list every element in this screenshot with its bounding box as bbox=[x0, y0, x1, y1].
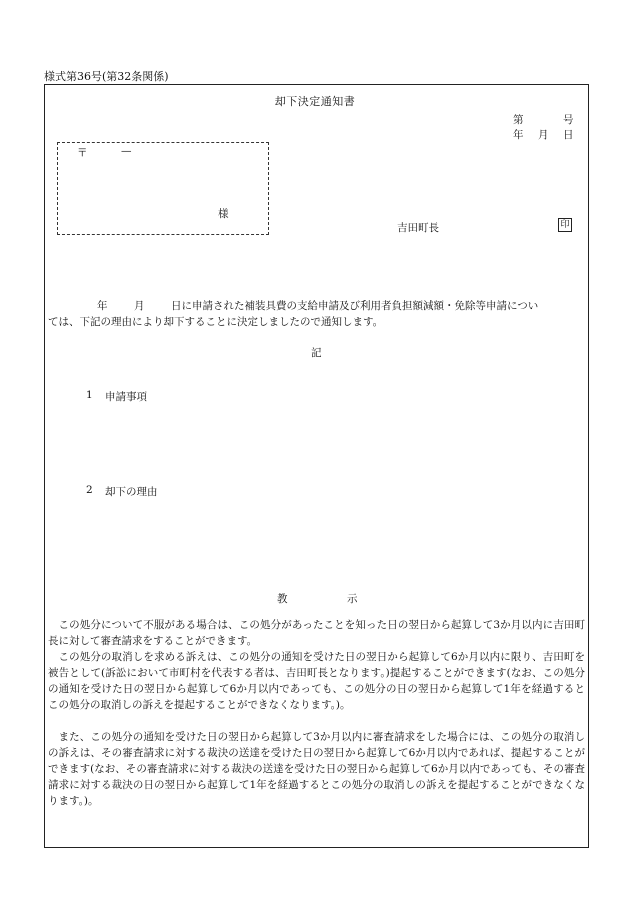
doc-no-go: 号 bbox=[563, 114, 574, 126]
ki-heading: 記 bbox=[311, 347, 322, 359]
document-title: 却下決定通知書 bbox=[274, 95, 356, 108]
kyoji-paragraph-3: また、この処分の通知を受けた日の翌日から起算して3か月以内に審査請求をした場合には、この処分の取消しの訴えは、その審査請求に対する裁決の送達を受けた日の翌日から起算して6か月以内であれば、提起することができます(なお、その審査請求に対する裁決の送達を受けた日の翌日から起算して6か月以内であっても、その審査請求に対する裁決の日の翌日から起算して1年を経過するとこの処分の取消しの訴えを提起することができなくなります。)。 bbox=[48, 731, 585, 807]
kyoji-paragraph-1: この処分について不服がある場合は、この処分があったことを知った日の翌日から起算して3か月以内に吉田町長に対して審査請求をすることができます。 bbox=[48, 619, 585, 647]
body-line-1: 日に申請された補装具費の支給申請及び利用者負担額減額・免除等申請につい bbox=[171, 300, 539, 312]
date-year: 年 bbox=[513, 129, 524, 141]
kyoji-title-a: 教 bbox=[277, 593, 288, 605]
kyoji-paragraph-2: この処分の取消しを求める訴えは、この処分の通知を受けた日の翌日から起算して6か月以内に限り、吉田町を被告として(訴訟において市町村を代表する者は、吉田町長となります。)提起することができます(なお、この処分の通知を受けた日の翌日から起算して6か月以内であっても、この処分の日の翌日から起算して1年を経過するとこの処分の取消しの訴えを提起することができなくなります。)。 bbox=[48, 651, 585, 711]
item-number: 2 bbox=[86, 484, 93, 496]
doc-no-dai: 第 bbox=[513, 114, 524, 126]
postal-dash: — bbox=[121, 145, 132, 157]
postal-mark: 〒 bbox=[77, 147, 88, 159]
form-number: 様式第36号(第32条関係) bbox=[44, 70, 169, 83]
body-line-2: ては、下記の理由により却下することに決定しましたので通知します。 bbox=[48, 316, 384, 328]
date-day: 日 bbox=[563, 129, 574, 141]
date-month: 月 bbox=[538, 129, 549, 141]
item-label-reason: 却下の理由 bbox=[105, 486, 158, 498]
item-number: 1 bbox=[86, 389, 93, 401]
seal-mark: 印 bbox=[558, 218, 572, 232]
recipient-address-box bbox=[57, 142, 269, 235]
recipient-honorific: 様 bbox=[218, 208, 229, 220]
body-month: 月 bbox=[134, 300, 145, 312]
kyoji-title-b: 示 bbox=[347, 593, 358, 605]
issuer-name: 吉田町長 bbox=[397, 222, 439, 234]
item-label-application: 申請事項 bbox=[105, 391, 147, 403]
body-year: 年 bbox=[97, 300, 108, 312]
